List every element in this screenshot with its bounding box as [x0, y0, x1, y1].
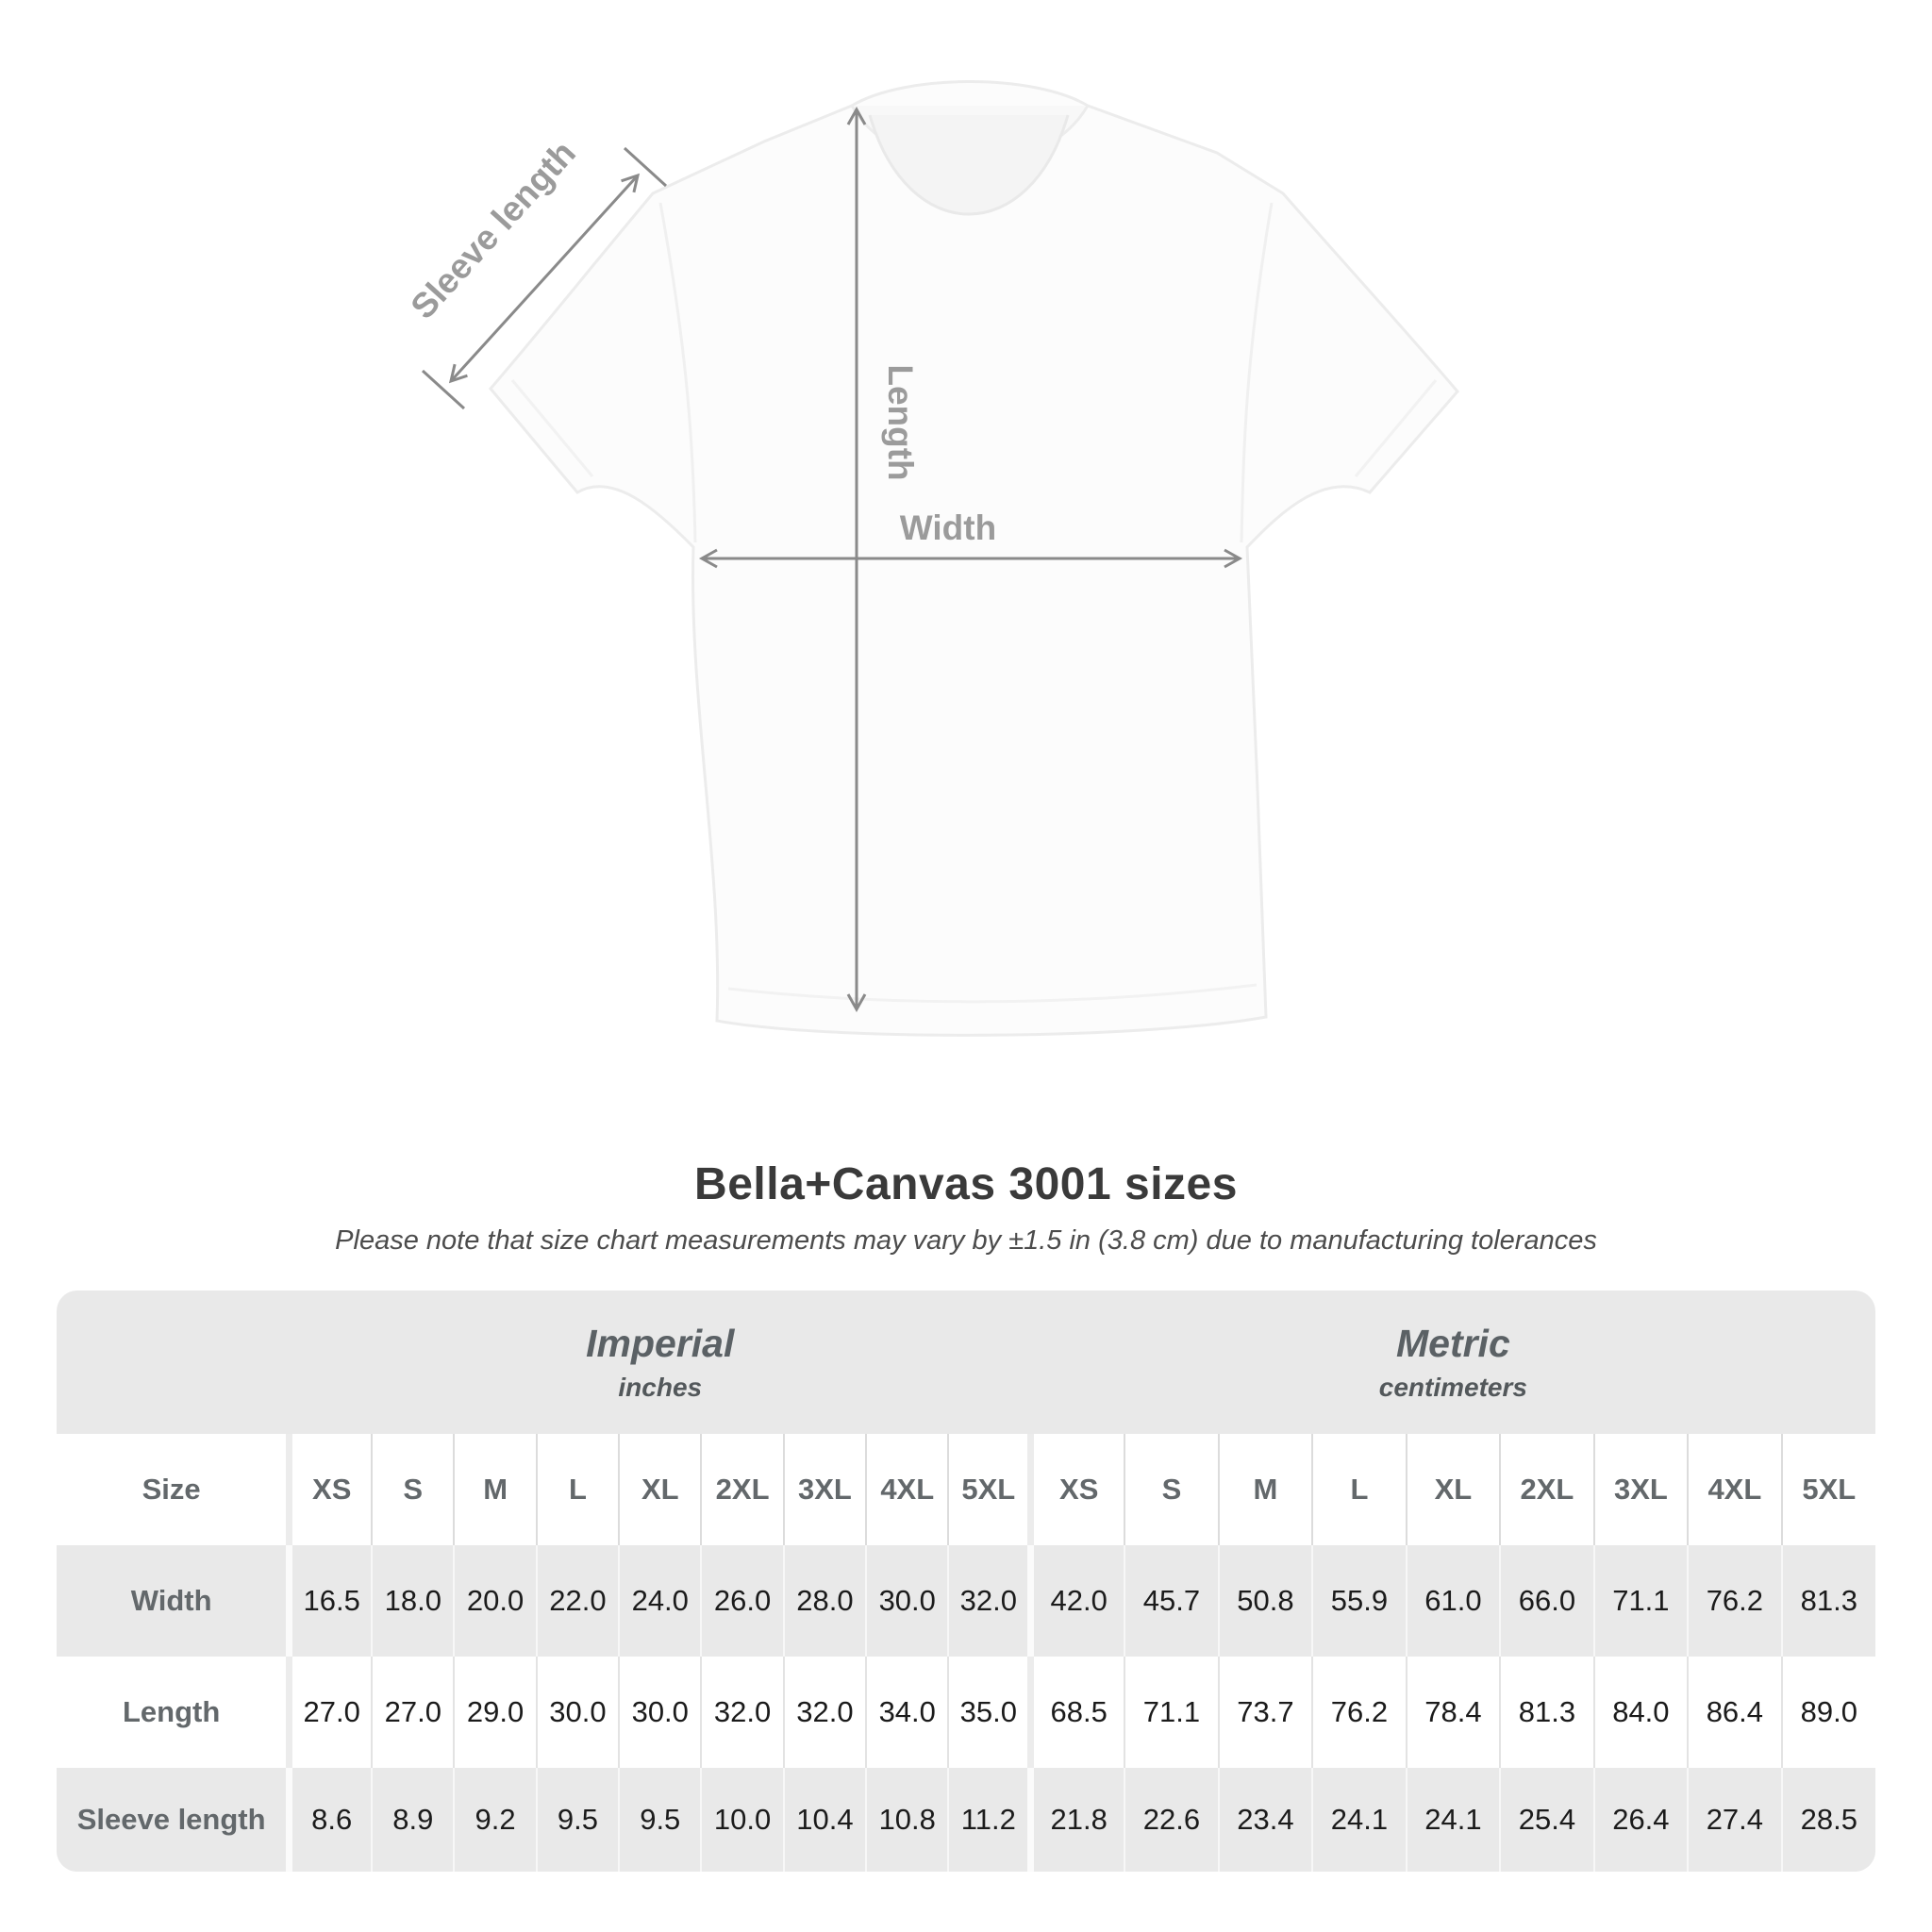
value-cell: 32.0: [948, 1545, 1030, 1657]
size-header-cell: XS: [290, 1434, 372, 1545]
width-row: [57, 1545, 1875, 1657]
size-header-cell: 3XL: [784, 1434, 866, 1545]
value-cell: 27.4: [1688, 1768, 1781, 1872]
value-cell: 28.0: [784, 1545, 866, 1657]
size-header-cell: S: [372, 1434, 454, 1545]
value-cell: 55.9: [1312, 1545, 1406, 1657]
imperial-label: Imperial: [586, 1322, 735, 1365]
value-cell: 9.2: [454, 1768, 536, 1872]
size-header-cell: M: [454, 1434, 536, 1545]
value-cell: 24.1: [1407, 1768, 1500, 1872]
size-column-header: Size: [57, 1434, 290, 1545]
value-cell: 61.0: [1407, 1545, 1500, 1657]
value-cell: 84.0: [1594, 1657, 1688, 1768]
size-header-cell: 5XL: [1782, 1434, 1875, 1545]
size-header-cell: XL: [619, 1434, 701, 1545]
row-label: Width: [57, 1545, 290, 1657]
value-cell: 76.2: [1688, 1545, 1781, 1657]
metric-unit: centimeters: [1378, 1373, 1527, 1402]
value-cell: 18.0: [372, 1545, 454, 1657]
size-header-cell: L: [537, 1434, 619, 1545]
value-cell: 71.1: [1124, 1657, 1218, 1768]
value-cell: 24.0: [619, 1545, 701, 1657]
value-cell: 32.0: [701, 1657, 783, 1768]
value-cell: 22.0: [537, 1545, 619, 1657]
imperial-section-header: [290, 1291, 1031, 1434]
page-subtitle: Please note that size chart measurements may vary by ±1.5 in (3.8 cm) due to manufacturing tolerances: [335, 1225, 1597, 1256]
value-cell: 29.0: [454, 1657, 536, 1768]
sleeve-length-row: [57, 1768, 1875, 1872]
value-cell: 16.5: [290, 1545, 372, 1657]
value-cell: 86.4: [1688, 1657, 1781, 1768]
sleeve-dimension-tick-top: [625, 148, 666, 186]
length-row: [57, 1657, 1875, 1768]
size-header-cell: 4XL: [866, 1434, 948, 1545]
size-header-row: [57, 1434, 1875, 1545]
value-cell: 27.0: [290, 1657, 372, 1768]
value-cell: 81.3: [1782, 1545, 1875, 1657]
value-cell: 26.4: [1594, 1768, 1688, 1872]
value-cell: 10.8: [866, 1768, 948, 1872]
value-cell: 30.0: [619, 1657, 701, 1768]
value-cell: 10.4: [784, 1768, 866, 1872]
value-cell: 42.0: [1031, 1545, 1124, 1657]
size-header-cell: S: [1124, 1434, 1218, 1545]
value-cell: 8.6: [290, 1768, 372, 1872]
value-cell: 71.1: [1594, 1545, 1688, 1657]
value-cell: 24.1: [1312, 1768, 1406, 1872]
size-header-cell: L: [1312, 1434, 1406, 1545]
value-cell: 22.6: [1124, 1768, 1218, 1872]
size-header-cell: 2XL: [701, 1434, 783, 1545]
value-cell: 9.5: [537, 1768, 619, 1872]
value-cell: 26.0: [701, 1545, 783, 1657]
value-cell: 21.8: [1031, 1768, 1124, 1872]
value-cell: 23.4: [1219, 1768, 1312, 1872]
value-cell: 73.7: [1219, 1657, 1312, 1768]
width-label: Width: [899, 508, 997, 547]
value-cell: 20.0: [454, 1545, 536, 1657]
length-label: Length: [881, 364, 920, 481]
value-cell: 25.4: [1500, 1768, 1593, 1872]
value-cell: 78.4: [1407, 1657, 1500, 1768]
row-label: Length: [57, 1657, 290, 1768]
size-header-cell: M: [1219, 1434, 1312, 1545]
metric-section-header: [1031, 1291, 1875, 1434]
size-table: [57, 1291, 1875, 1872]
unit-header-row: [57, 1291, 1875, 1434]
unit-header-spacer: [57, 1291, 290, 1434]
value-cell: 45.7: [1124, 1545, 1218, 1657]
value-cell: 81.3: [1500, 1657, 1593, 1768]
value-cell: 32.0: [784, 1657, 866, 1768]
value-cell: 9.5: [619, 1768, 701, 1872]
size-header-cell: XL: [1407, 1434, 1500, 1545]
value-cell: 11.2: [948, 1768, 1030, 1872]
size-table-container: [57, 1291, 1875, 1872]
value-cell: 27.0: [372, 1657, 454, 1768]
value-cell: 76.2: [1312, 1657, 1406, 1768]
metric-label: Metric: [1395, 1322, 1510, 1365]
size-header-cell: 3XL: [1594, 1434, 1688, 1545]
value-cell: 66.0: [1500, 1545, 1593, 1657]
value-cell: 8.9: [372, 1768, 454, 1872]
value-cell: 68.5: [1031, 1657, 1124, 1768]
value-cell: 30.0: [866, 1545, 948, 1657]
sleeve-length-label: Sleeve length: [403, 133, 584, 326]
imperial-unit: inches: [618, 1373, 703, 1402]
value-cell: 34.0: [866, 1657, 948, 1768]
sleeve-dimension-tick-bottom: [423, 371, 464, 408]
size-header-cell: 2XL: [1500, 1434, 1593, 1545]
size-header-cell: XS: [1031, 1434, 1124, 1545]
size-header-cell: 5XL: [948, 1434, 1030, 1545]
value-cell: 35.0: [948, 1657, 1030, 1768]
value-cell: 50.8: [1219, 1545, 1312, 1657]
page-title: Bella+Canvas 3001 sizes: [694, 1159, 1238, 1209]
value-cell: 30.0: [537, 1657, 619, 1768]
value-cell: 10.0: [701, 1768, 783, 1872]
value-cell: 89.0: [1782, 1657, 1875, 1768]
value-cell: 28.5: [1782, 1768, 1875, 1872]
size-header-cell: 4XL: [1688, 1434, 1781, 1545]
row-label: Sleeve length: [57, 1768, 290, 1872]
